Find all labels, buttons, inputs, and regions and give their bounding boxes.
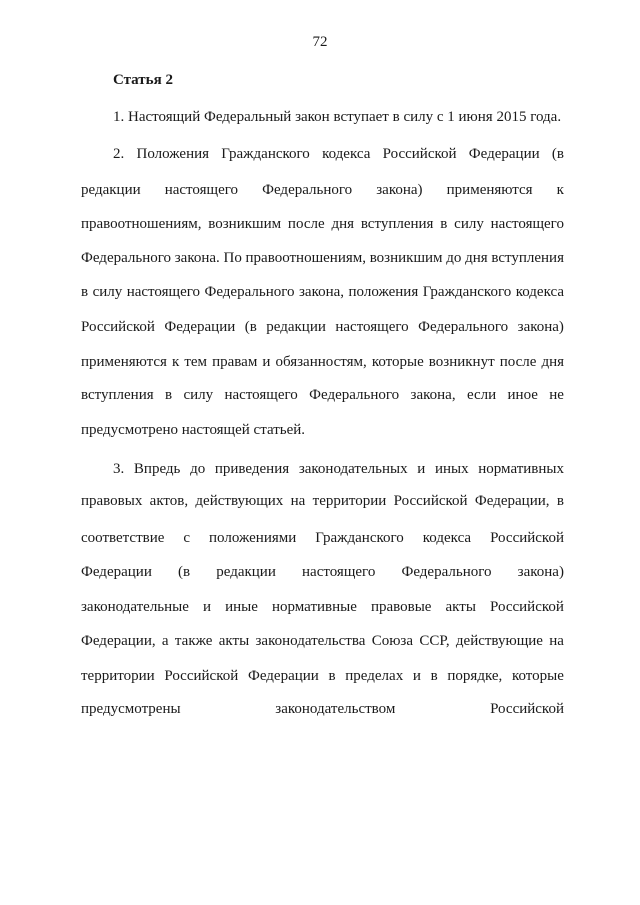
word: возникнут (428, 354, 495, 370)
word: положения (348, 284, 419, 300)
word: и (417, 461, 426, 477)
text-line (81, 318, 564, 336)
word: пределах (345, 668, 404, 684)
word: также (174, 633, 213, 649)
word: силу (183, 387, 214, 403)
word: редакции (81, 182, 141, 198)
word: Федерации (164, 319, 236, 335)
article-heading: Статья 2 (113, 72, 173, 88)
word: если (466, 387, 497, 403)
word: территории (312, 493, 387, 509)
word: возникшим (208, 216, 282, 232)
word: в (165, 387, 173, 403)
word: Гражданского (221, 146, 310, 162)
word: Гражданского (422, 284, 512, 300)
word: Федерального (418, 319, 509, 335)
word: (в (244, 319, 257, 335)
text-line: 1. Настоящий Федеральный закон вступает в силу с 1 июня 2015 года. (113, 109, 562, 125)
word: предусмотрены (81, 701, 181, 717)
word: законодательством (275, 701, 396, 717)
word: к (171, 354, 180, 370)
word: не (549, 387, 564, 403)
word: порядке, (447, 668, 503, 684)
word: в (556, 493, 564, 509)
word: Российской (490, 530, 564, 546)
word: закона. (174, 250, 220, 266)
word: правовых (81, 493, 143, 509)
text-line (113, 460, 564, 478)
word: закона) (376, 182, 423, 198)
word: правоотношениям, (245, 250, 366, 266)
word: обязанностям, (275, 354, 367, 370)
text-line (113, 145, 564, 163)
word: которые (371, 354, 424, 370)
word: акты (218, 633, 250, 649)
word: законодательных (298, 461, 408, 477)
word: настоящего (164, 182, 239, 198)
word: Российской (382, 146, 457, 162)
word: до (446, 250, 462, 266)
word: редакции (266, 319, 326, 335)
word: дня (541, 354, 564, 370)
word: Российской (81, 319, 155, 335)
word: вступления (491, 250, 564, 266)
word: Положения (136, 146, 210, 162)
word: возникшим (369, 250, 443, 266)
word: дня (465, 250, 488, 266)
word: вступления (360, 216, 434, 232)
word: действующие (455, 633, 543, 649)
word: в (440, 216, 448, 232)
word: в (430, 668, 438, 684)
word: актов, (149, 493, 189, 509)
word: (в (178, 564, 191, 580)
word: кодекса (515, 284, 564, 300)
text-line (81, 249, 564, 267)
word: Федерации (81, 564, 152, 580)
text-line (81, 283, 564, 301)
word: закона) (517, 564, 564, 580)
word: применяются (446, 182, 533, 198)
word: иные (225, 599, 258, 615)
text-line (81, 632, 564, 650)
word: нормативных (478, 461, 564, 477)
word: Союза (371, 633, 414, 649)
word: Федерации (247, 668, 319, 684)
text-line (81, 529, 564, 547)
word: нормативные (271, 599, 357, 615)
word: и (412, 668, 421, 684)
word: (в (551, 146, 564, 162)
word: в (328, 668, 336, 684)
word: на (290, 493, 306, 509)
word: иное (507, 387, 538, 403)
text-line (81, 700, 564, 718)
word: после (287, 216, 325, 232)
text-line (81, 353, 564, 371)
word: соответствие (81, 530, 165, 546)
word: Федерального (401, 564, 492, 580)
word: настоящего (126, 284, 201, 300)
word: иных (434, 461, 469, 477)
text-line (81, 492, 564, 510)
word: к (556, 182, 564, 198)
word: законодательные (81, 599, 189, 615)
word: вступления (81, 387, 154, 403)
word: Федерального (262, 182, 353, 198)
word: которые (511, 668, 564, 684)
word: а (161, 633, 169, 649)
word: закона, (298, 284, 345, 300)
word: действующих (195, 493, 284, 509)
text-line (81, 667, 564, 685)
word: ССР, (419, 633, 450, 649)
word: Федерального (309, 387, 400, 403)
word: силу (92, 284, 123, 300)
word: до (190, 461, 206, 477)
word: Федерального (81, 250, 172, 266)
page-number: 72 (312, 34, 328, 50)
text-line (81, 215, 564, 233)
word: настоящего (490, 216, 564, 232)
word: Впредь (133, 461, 181, 477)
word: редакции (216, 564, 276, 580)
word: после (499, 354, 537, 370)
word: 2. (113, 146, 125, 162)
word: в (81, 284, 89, 300)
text-line (81, 181, 564, 199)
word: настоящего (302, 564, 376, 580)
word: Российской (164, 668, 239, 684)
word: законодательства (255, 633, 366, 649)
text-line (81, 563, 564, 581)
word: положениями (209, 530, 297, 546)
word: правовые (370, 599, 432, 615)
text-line (81, 598, 564, 616)
word: Федерации (468, 146, 540, 162)
word: силу (454, 216, 484, 232)
word: приведения (214, 461, 290, 477)
word: 3. (113, 461, 125, 477)
word: настоящего (335, 319, 409, 335)
word: настоящего (224, 387, 298, 403)
word: тем (184, 354, 208, 370)
word: По (223, 250, 242, 266)
word: применяются (81, 354, 167, 370)
word: территории (81, 668, 155, 684)
word: кодекса (422, 530, 472, 546)
word: правоотношениям, (81, 216, 202, 232)
text-line: предусмотрено настоящей статьей. (81, 422, 306, 438)
word: Федерации, (474, 493, 550, 509)
word: и (262, 354, 271, 370)
text-line (81, 386, 564, 404)
word: Российской (489, 599, 564, 615)
word: Российской (393, 493, 468, 509)
word: дня (331, 216, 354, 232)
word: Российской (490, 701, 564, 717)
word: закона, (410, 387, 456, 403)
word: на (549, 633, 564, 649)
word: и (203, 599, 212, 615)
word: акты (445, 599, 476, 615)
word: закона) (517, 319, 564, 335)
word: Федерального (204, 284, 295, 300)
word: Гражданского (315, 530, 404, 546)
word: Федерации, (81, 633, 156, 649)
word: правам (212, 354, 258, 370)
word: кодекса (322, 146, 371, 162)
word: с (183, 530, 191, 546)
